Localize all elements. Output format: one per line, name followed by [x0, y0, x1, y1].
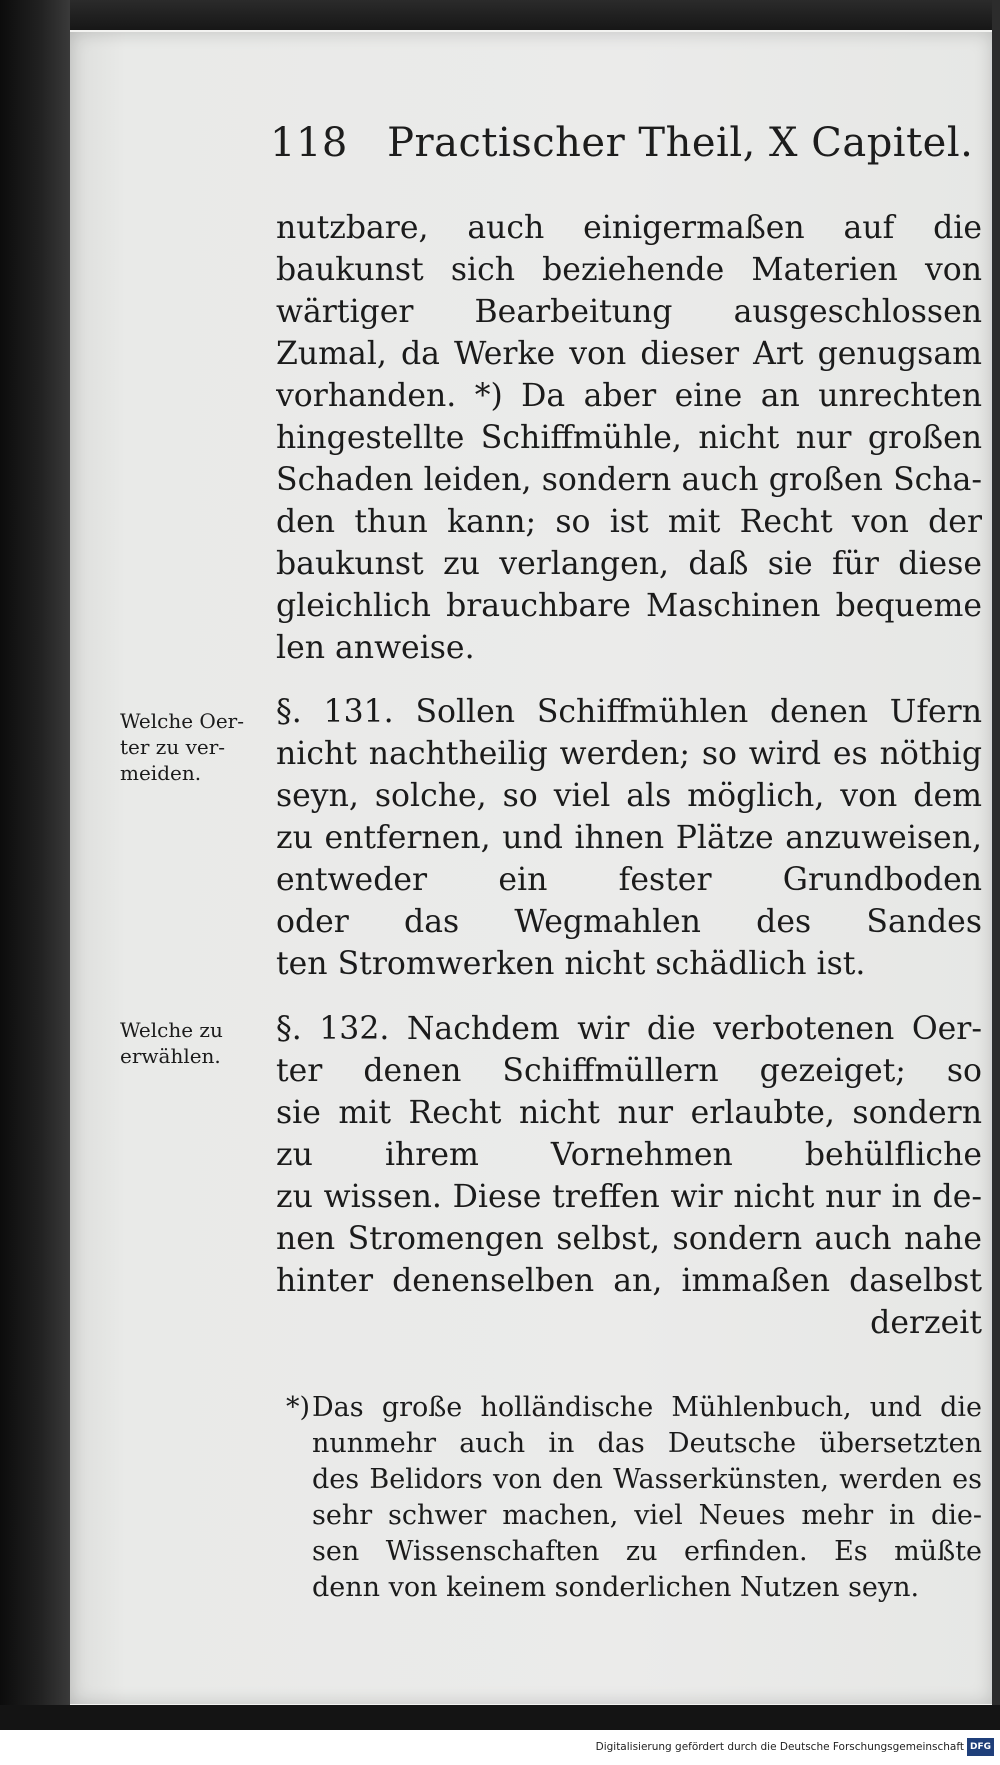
text-line: zu ihrem Vornehmen behülfliche [276, 1137, 982, 1173]
scan-frame-bottom [0, 1705, 1000, 1730]
text-line: hingestellte Schiffmühle, nicht nur großen [276, 420, 982, 456]
marginal-note-132 [120, 1017, 270, 1069]
credit-text: Digitalisierung gefördert durch die Deutsche Forschungsgemeinschaft [595, 1741, 964, 1753]
marginal-line: erwählen. [120, 1044, 221, 1068]
running-title: Practischer Theil, X Capitel. [387, 120, 974, 166]
catchword: derzeit [870, 1305, 982, 1341]
footnote [286, 1390, 982, 1606]
text-line: ten Stromwerken nicht schädlich ist. [276, 946, 866, 982]
scan-frame-top [0, 0, 1000, 30]
marginal-line: Welche zu [120, 1018, 223, 1042]
section-131 [276, 691, 982, 985]
footnote-line: sen Wissenschaften zu erfinden. Es müßte [312, 1536, 982, 1567]
paragraph-continuation [276, 207, 982, 669]
text-line: len anweise. [276, 630, 475, 666]
marginal-line: Welche Oer- [120, 709, 244, 733]
marginal-line: ter zu ver- [120, 735, 226, 759]
text-line: §. 132. Nachdem wir die verbotenen Oer- [276, 1011, 982, 1047]
scan-frame-right [992, 0, 1000, 1730]
text-line: sie mit Recht nicht nur erlaubte, sondern [276, 1095, 982, 1131]
footnote-line: nunmehr auch in das Deutsche übersetzten [312, 1428, 982, 1459]
text-line: zu entfernen, und ihnen Plätze anzuweisen, [276, 820, 982, 856]
section-132 [276, 1008, 982, 1344]
text-line: wärtiger Bearbeitung ausgeschlossen [276, 294, 982, 330]
text-line: Zumal, da Werke von dieser Art genugsam [276, 336, 982, 372]
text-line: zu wissen. Diese treffen wir nicht nur in de- [276, 1179, 982, 1215]
text-line: oder das Wegmahlen des Sandes [276, 904, 982, 940]
page-number: 118 [270, 120, 348, 166]
text-line: §. 131. Sollen Schiffmühlen denen Ufern [276, 694, 982, 730]
text-line: hinter denenselben an, immaßen daselbst [276, 1263, 982, 1299]
page-header [270, 120, 974, 176]
footnote-line: Das große holländische Mühlenbuch, und die [312, 1392, 982, 1423]
digitization-credit-bar [0, 1730, 1000, 1765]
footnote-mark: *) [286, 1392, 311, 1423]
marginal-note-131 [120, 708, 270, 786]
text-line: gleichlich brauchbare Maschinen bequeme [276, 588, 982, 624]
scan-frame-left [0, 0, 70, 1730]
text-line: Schaden leiden, sondern auch großen Scha- [276, 462, 982, 498]
text-line: entweder ein fester Grundboden [276, 862, 982, 898]
text-line: baukunst sich beziehende Materien von [276, 252, 982, 288]
text-line: baukunst zu verlangen, daß sie für diese [276, 546, 982, 582]
footnote-line: des Belidors von den Wasserkünsten, werden es [312, 1464, 982, 1495]
text-line: nen Stromengen selbst, sondern auch nahe [276, 1221, 982, 1257]
text-line: vorhanden. *) Da aber eine an unrechten [276, 378, 982, 414]
dfg-logo-icon: DFG [967, 1738, 994, 1756]
text-line: den thun kann; so ist mit Recht von der [276, 504, 982, 540]
footnote-line: denn von keinem sonderlichen Nutzen seyn. [312, 1572, 920, 1603]
text-line: nicht nachtheilig werden; so wird es nöthig [276, 736, 982, 772]
text-line: seyn, solche, so viel als möglich, von dem [276, 778, 982, 814]
text-line: nutzbare, auch einigermaßen auf die [276, 210, 982, 246]
footnote-line: sehr schwer machen, viel Neues mehr in die- [312, 1500, 982, 1531]
marginal-line: meiden. [120, 761, 202, 785]
text-line: ter denen Schiffmüllern gezeiget; so [276, 1053, 982, 1089]
